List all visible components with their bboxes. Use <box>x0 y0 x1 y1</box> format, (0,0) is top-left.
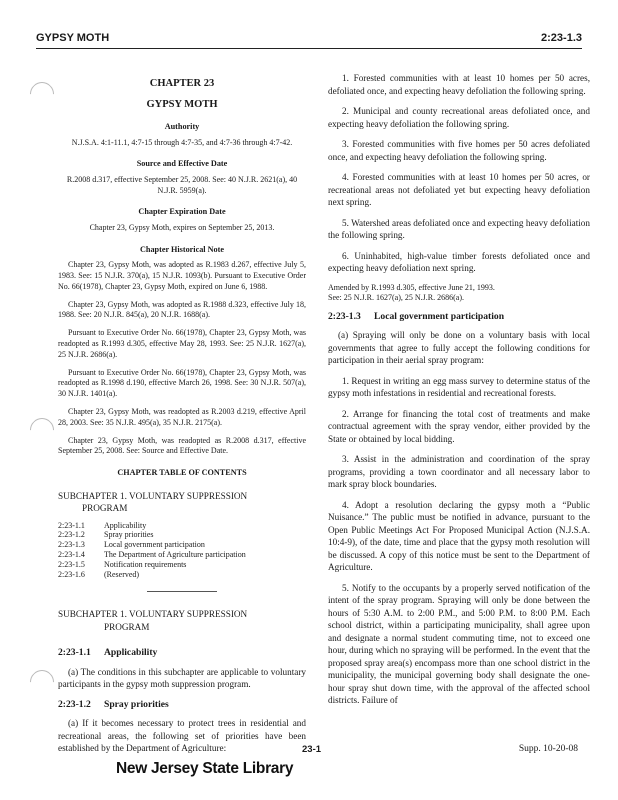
chapter-number: CHAPTER 23 <box>149 78 215 89</box>
history-note: Chapter 23, Gypsy Moth, was readopted as R.2003 d.219, effective April 28, 2003. See: 35 N.J.R. 495(a), 35 N.J.R. 2175(a). <box>58 406 306 427</box>
toc-entry[interactable]: 2:23-1.4 The Department of Agriculture participation <box>58 550 246 560</box>
header-section: 2:23-1.3 <box>541 32 582 44</box>
participation-item: 1. Request in writing an egg mass survey to determine status of the gypsy moth infestations in residential and recreational forests. <box>328 375 590 398</box>
source-heading: Source and Effective Date <box>136 159 228 169</box>
punch-hole-mark <box>25 665 59 699</box>
expiration-text: Chapter 23, Gypsy Moth, expires on September 25, 2013. <box>89 222 275 232</box>
header-title: GYPSY MOTH <box>36 32 110 44</box>
section-1-3-intro: (a) Spraying will only be done on a voluntary basis with local governments that agree to fully accept the following conditions for participation in their aerial spray program: <box>328 330 590 365</box>
supplement-date: Supp. 10-20-08 <box>518 744 578 754</box>
authority-text: N.J.S.A. 4:1-11.1, 4:7-15 through 4:7-35, and 4:7-36 through 4:7-42. <box>71 137 293 147</box>
page-number: 23-1 <box>302 744 322 755</box>
priority-item: 3. Forested communities with five homes per 50 acres defoliated once, and expecting heavy defoliation the following spring. <box>328 139 590 162</box>
participation-item: 3. Assist in the administration and coordination of the spray programs, providing a town coordinator and all necessary labor to mark spray block boundaries. <box>328 454 590 489</box>
toc-entry[interactable]: 2:23-1.5 Notification requirements <box>58 559 187 569</box>
toc-entry[interactable]: 2:23-1.1 Applicability <box>58 520 147 530</box>
source-text: R.2008 d.317, effective September 25, 2008. See: 40 N.J.R. 2621(a), 40 N.J.R. 5959(a). <box>66 174 298 195</box>
priority-item: 4. Forested communities with at least 10 homes per 50 acres, or recreational areas not defoliated yet but expecting heavy defoliation next spring. <box>328 172 590 207</box>
expiration-heading: Chapter Expiration Date <box>138 207 226 217</box>
priority-item: 1. Forested communities with at least 10 homes per 50 acres, defoliated once, and expecting heavy defoliation the following spring. <box>328 73 590 96</box>
library-stamp: New Jersey State Library <box>116 760 294 777</box>
toc-list <box>58 521 306 580</box>
header-rule <box>36 48 582 49</box>
priority-item: 5. Watershed areas defoliated once and expecting heavy defoliation the following spring. <box>328 217 590 240</box>
running-header <box>36 28 582 46</box>
section-heading-1-2: 2:23-1.2 Spray priorities <box>58 698 169 710</box>
section-1-2-text: (a) If it becomes necessary to protect trees in residential and recreational areas, the following set of priorities have been established by the Department of Agriculture: <box>58 718 306 754</box>
section-heading-1-3: 2:23-1.3 Local government participation <box>328 310 505 322</box>
history-note: Chapter 23, Gypsy Moth, was adopted as R.1983 d.267, effective July 5, 1983. See: 15 N.J.R. 370(a), 15 N.J.R. 1093(b). Pursuant to Executive Order No. 66(1978), Chapter 23, Gypsy Moth, expired on June 6, 1988. <box>58 260 306 291</box>
punch-hole-mark <box>25 77 59 111</box>
toc-entry[interactable]: 2:23-1.3 Local government participation <box>58 540 205 550</box>
participation-item: 2. Arrange for financing the total cost of treatments and make contractual agreement with the spray vendor, either provided by the State or obtained by local bidding. <box>328 408 590 444</box>
history-note: Pursuant to Executive Order No. 66(1978), Chapter 23, Gypsy Moth, was readopted as R.1993 d.305, effective May 28, 1993. See: 25 N.J.R. 1627(a), 25 N.J.R. 2686(a). <box>58 328 306 359</box>
participation-item: 4. Adopt a resolution declaring the gypsy moth a “Public Nuisance.” The public must be notified in advance, pursuant to the Open Public Meetings Act For Proposed Municipal Action (N.J.S.A. 10:4-9), of the date, time and place that the gypsy moth resolution will be discussed. A copy of this notice must be sent to the Department of Agriculture. <box>328 499 590 572</box>
history-note: Chapter 23, Gypsy Moth, was adopted as R.1988 d.323, effective July 18, 1988. See: 20 N.J.R. 845(a), 20 N.J.R. 1688(a). <box>58 299 306 320</box>
priority-item: 6. Uninhabited, high-value timber forests defoliated once and expecting heavy defoliation next spring. <box>328 250 590 273</box>
toc-entry[interactable]: 2:23-1.2 Spray priorities <box>58 530 154 540</box>
toc-subchapter-title: SUBCHAPTER 1. VOLUNTARY SUPPRESSION PROGRAM <box>58 490 248 514</box>
right-column <box>328 72 590 715</box>
section-1-1-text: (a) The conditions in this subchapter are applicable to voluntary participants in the gypsy moth suppression program. <box>58 666 306 690</box>
priority-item: 2. Municipal and county recreational areas defoliated once, and expecting heavy defoliation the following spring. <box>328 106 590 129</box>
subchapter-title: SUBCHAPTER 1. VOLUNTARY SUPPRESSION PROGRAM <box>58 609 248 632</box>
section-divider <box>147 591 217 592</box>
chapter-name: GYPSY MOTH <box>146 98 218 110</box>
toc-heading: CHAPTER TABLE OF CONTENTS <box>117 468 247 478</box>
participation-item: 5. Notify to the occupants by a properly served notification of the intent of the spray program. Spraying will only be done between the hours of 5:30 A.M. to 2:00 P.M., and 5:00 P.M. to 8:00 P.M. Each school district, within a participating municipality, shall agree upon and designate a normal student commuting time, not to exceed one hour, during which no spraying will be performed. In the event that the proposed spray area(s) encompass more than one school district in the municipality, the municipal governing body shall designate the one-hour spray shut down time, with the approval of the affected school districts. Failure of <box>328 582 590 705</box>
history-heading: Chapter Historical Note <box>140 244 224 254</box>
punch-hole-mark <box>25 413 59 447</box>
history-note: Chapter 23, Gypsy Moth, was readopted as R.2008 d.317, effective September 25, 2008. See: Source and Effective Date. <box>58 435 306 456</box>
amendment-note: Amended by R.1993 d.305, effective June 21, 1993. See: 25 N.J.R. 1627(a), 25 N.J.R. 2686(a). <box>328 282 495 302</box>
history-note: Pursuant to Executive Order No. 66(1978), Chapter 23, Gypsy Moth, was readopted as R.1998 d.190, effective March 26, 1998. See: 30 N.J.R. 507(a), 30 N.J.R. 1401(a). <box>58 367 306 399</box>
left-column <box>58 72 306 763</box>
section-heading-1-1: 2:23-1.1 Applicability <box>58 647 158 659</box>
authority-heading: Authority <box>164 122 200 131</box>
toc-entry[interactable]: 2:23-1.6 (Reserved) <box>58 569 140 579</box>
